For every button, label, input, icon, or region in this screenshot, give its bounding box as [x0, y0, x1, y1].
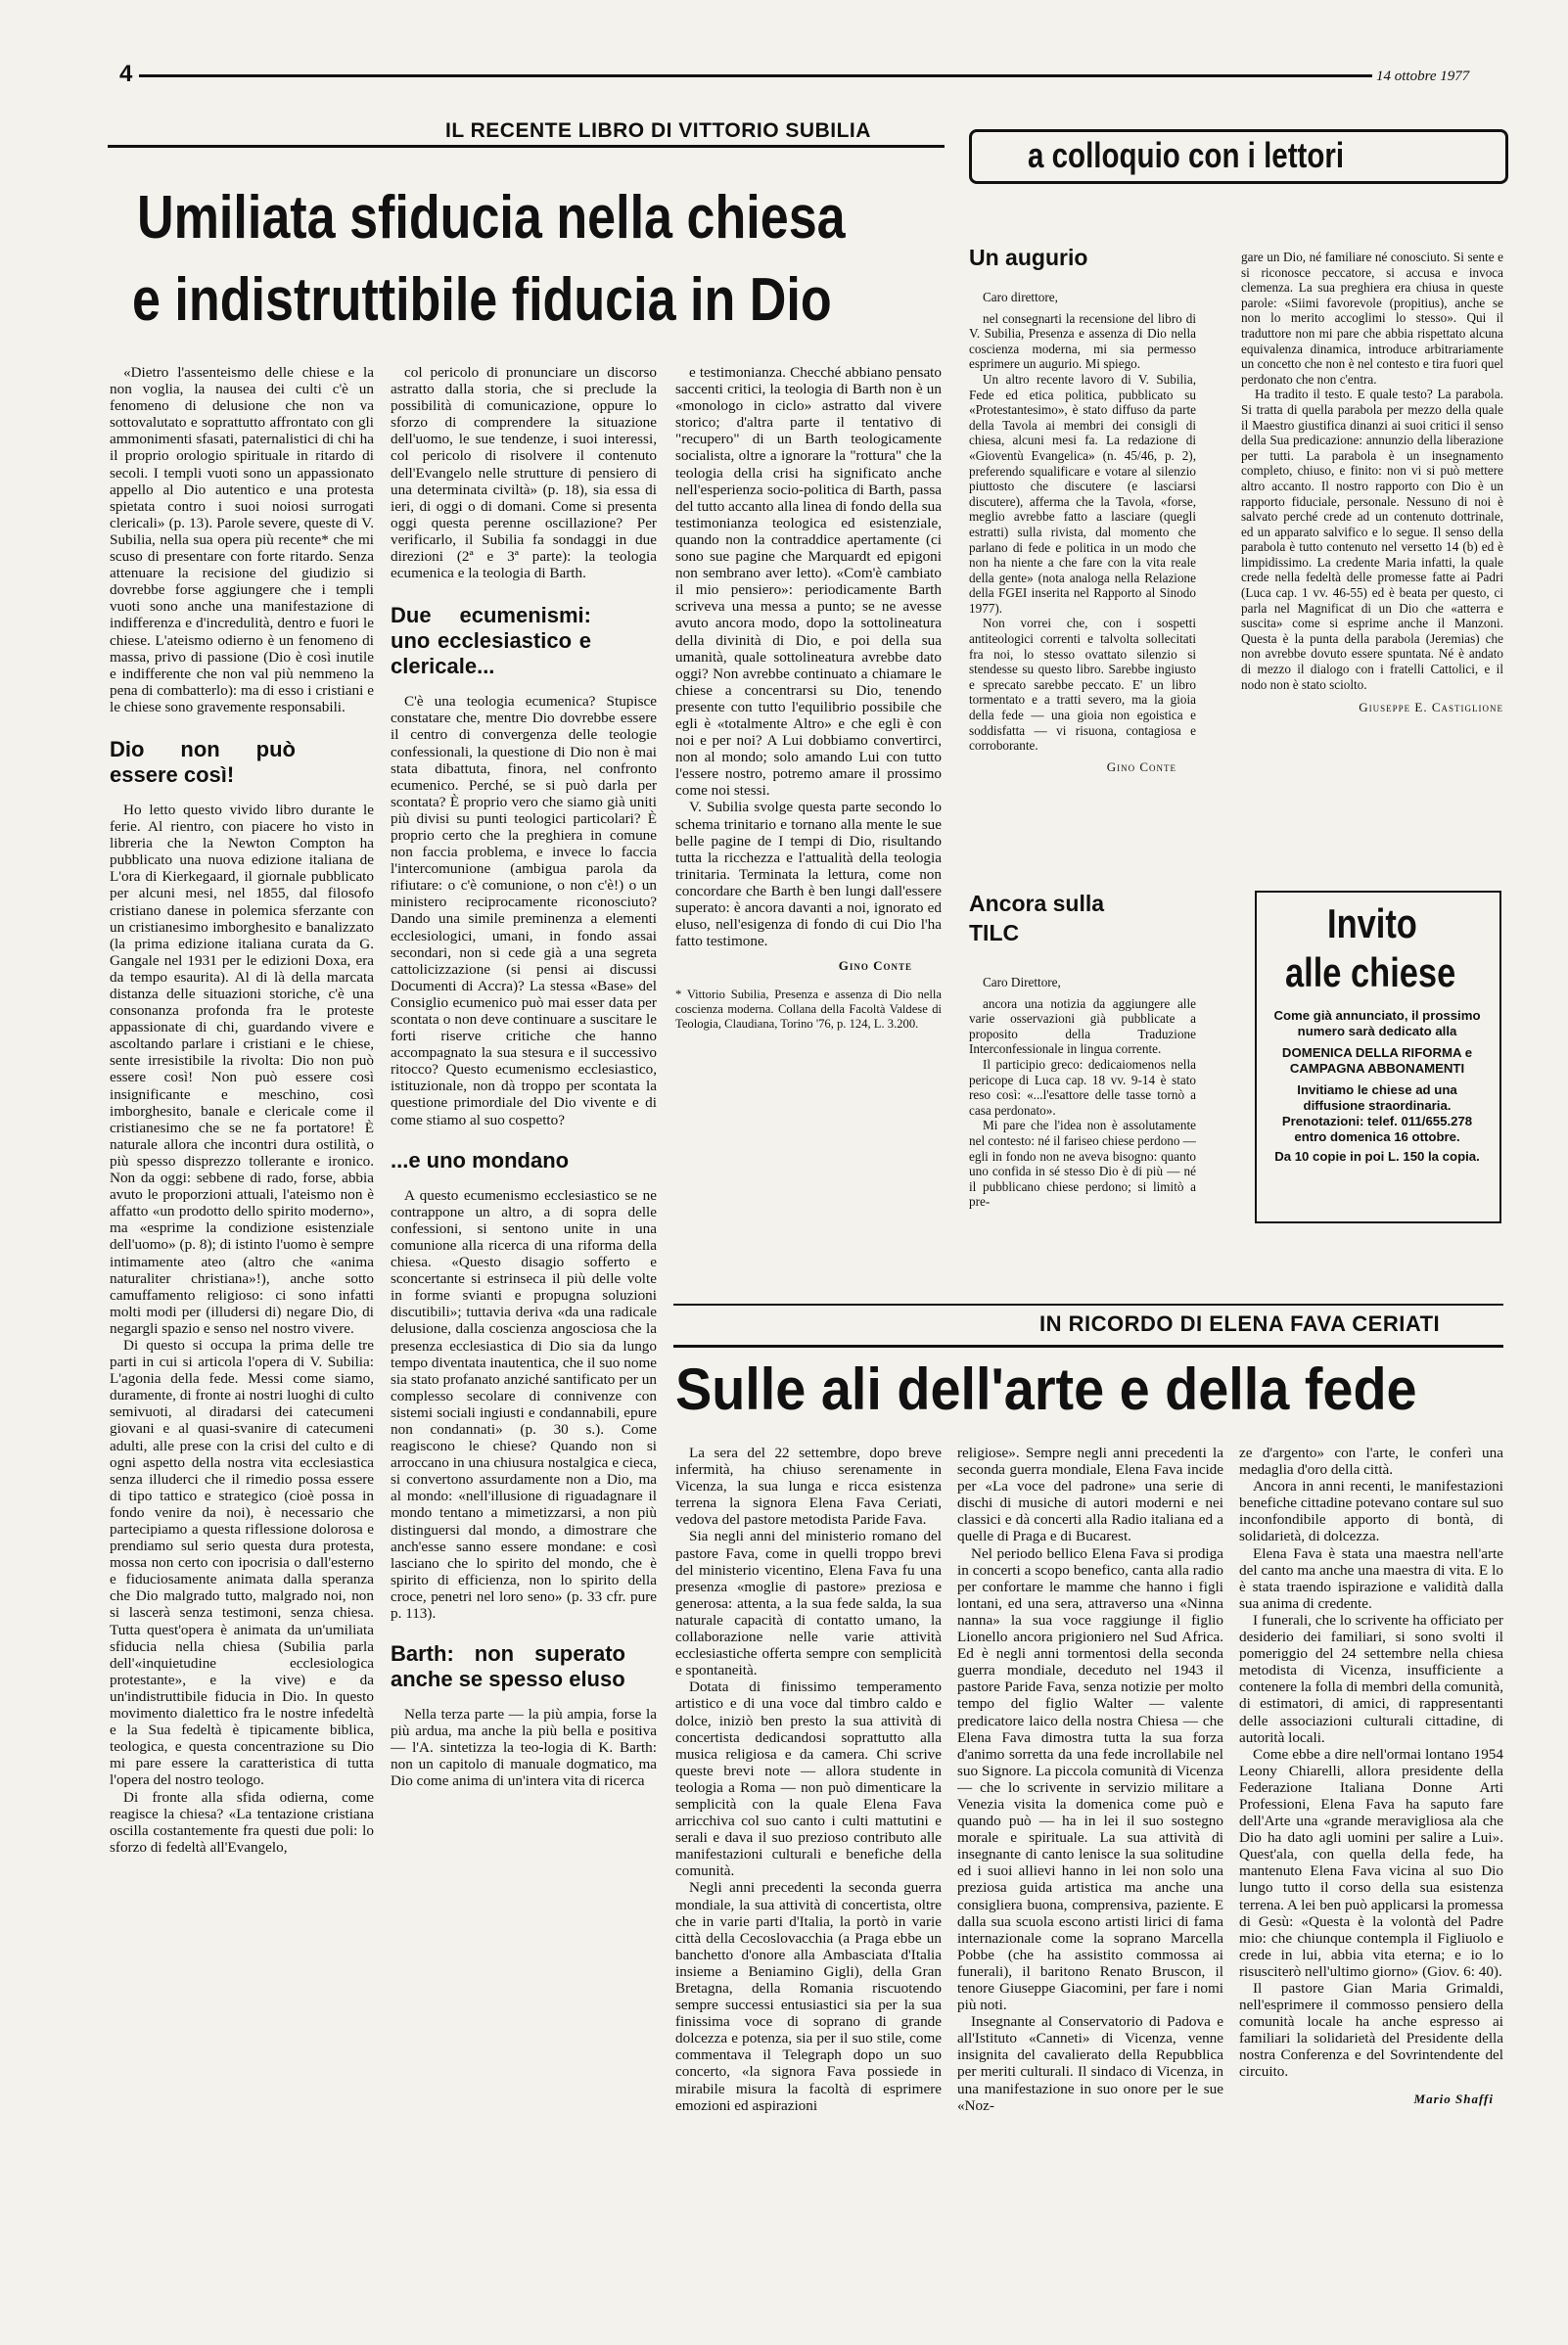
article2-paragraph: Insegnante al Conservatorio di Padova e all'Istituto «Canneti» di Vicenza, venne insignita del cavalierato della Repubblica per meriti culturali. Il sindaco di Vicenza, in una manifestazione in suo onore per le sue «Noz- — [957, 2013, 1223, 2114]
letter1-paragraph: Non vorrei che, con i sospetti antiteologici correnti e talvolta sollecitati fra noi, lo stesso ovattato silenzio si stendesse su questo libro. Sarebbe ingiusto e sprecato sarebbe peccato. E' un libro tormentato e a tratti severo, ma la gioia della fede — una gioia non egoistica e soddisfatta — vi risuona, contagiosa e corroborante. — [969, 616, 1196, 754]
letter1-title: Un augurio — [969, 245, 1088, 270]
article2-paragraph: Dotata di finissimo temperamento artistico e di una voce dal timbro caldo e dolce, iniziò ben presto la sua attività di concertista dedicandosi soprattutto alla musica religiosa e da camera. Chi scrive queste brevi note — allora studente in teologia a Roma — non può dimenticare la semplicità con la quale Elena Fava arricchiva col suo canto i culti mattutini e serali e dava il suo prezioso contributo alle manifestazioni culturali e benefiche della comunità. — [675, 1678, 942, 1880]
article2-column-2 — [957, 1445, 1223, 2267]
letter1-paragraph: nel consegnarti la recensione del libro di V. Subilia, Presenza e assenza di Dio nella coscienza moderna, mi sia permesso esprimere un augurio. Mi spiego. — [969, 310, 1196, 372]
article2-headline: Sulle ali dell'arte e della fede — [675, 1356, 1417, 1422]
invito-title-line1: Invito — [1327, 900, 1417, 946]
article1-subhead: Due ecumenismi: uno ecclesiastico e clericale... — [391, 603, 591, 679]
article1-headline-line2: e indistruttibile fiducia in Dio — [132, 266, 832, 334]
article1-column-1 — [110, 364, 374, 2145]
article2-paragraph: Nel periodo bellico Elena Fava si prodiga in concerti a scopo benefico, canta alla radio per confortare le mamme che hanno i figli lontani, ed una sera, attraverso una «Ninna nanna» la sua voce raggiunge il figlio Lionello ancora prigioniero nel Sud Africa. Ed è negli anni tormentosi della seconda guerra mondiale, deceduto nel 1943 il pastore Paride Fava, senza notizie per molto tempo del figlio Walter — valente predicatore laico della nostra Chiesa — che Elena Fava dimostra tutta la sua forza d'animo sorretta da una fede incrollabile nel suo Signore. La piccola comunità di Vicenza — che lo scrivente in servizio militare a Venezia visita la domenica come può e quando può — ha in lei il suo sostegno morale e spirituale. La sua attività di insegnante di canto lenisce la sua solitudine ed i suoi allievi hanno in lei non solo una preziosa guida artistica ma anche una consigliera buona, comprensiva, paziente. E dalla sua scuola escono artisti lirici di fama internazionale come la soprano Marcella Pobbe (che ha assistito commossa ai funerali), il baritono Renato Bruscon, il tenore Giuseppe Giacomini, per fare i nomi più noti. — [957, 1544, 1223, 2014]
article2-paragraph: ze d'argento» con l'arte, le conferì una medaglia d'oro della città. — [1239, 1445, 1503, 1479]
invito-line: Come già annunciato, il prossimo numero sarà dedicato alla — [1273, 1008, 1481, 1038]
letters-banner: a colloquio con i lettori — [1028, 135, 1345, 175]
article2-column-1 — [675, 1445, 942, 2267]
article2-paragraph: Ancora in anni recenti, le manifestazioni benefiche cittadine potevano contare sul suo inconfondibile apporto di bontà, di solidarietà, di dolcezza. — [1239, 1478, 1503, 1545]
invito-line: Da 10 copie in poi L. 150 la copia. — [1274, 1149, 1480, 1164]
letter2-signature: Giuseppe E. Castiglione — [1359, 700, 1503, 715]
article1-footnote: * Vittorio Subilia, Presenza e assenza di Dio nella coscienza moderna. Collana della Facoltà Valdese di Teologia, Claudiana, Torino '76, p. 124, L. 3.200. — [675, 988, 942, 1032]
article1-paragraph: «Dietro l'assenteismo delle chiese e la non voglia, la nausea dei culti c'è un fenomeno di delusione che non va sottovalutato e soprattutto affrontato con gli ammonimenti sfasati, paternalistici di chi ha il proprio orologio spirituale in ritardo di secoli. I templi vuoti sono un appassionato appello al Dio autentico e una protesta spietata contro i suoi noiosi surrogati clericali» (p. 13). Parole severe, queste di V. Subilia, nella sua opera più recente* che mi scuso di presentare con forte ritardo. Senza attenuare la recisione del giudizio si dovrebbe forse aggiungere che i templi vuoti sono anche una manifestazione di indifferenza e d'incredulità, dentro e fuori le chiese. L'ateismo odierno è un fenomeno di massa, privo di passione (Dio è così inutile e indifferente che non val più nemmeno la pena di combatterlo): ma di esso i cristiani e le chiese sono gravemente responsabili. — [110, 364, 374, 715]
article1-kicker: IL RECENTE LIBRO DI VITTORIO SUBILIA — [445, 119, 871, 142]
article1-paragraph: V. Subilia svolge questa parte secondo lo schema trinitario e tornano alla mente le sue belle pagine de I tempi di Dio, risultando tutta la ricchezza e l'attualità della teologia trinitaria. Terminata la lettura, come non concordare che Barth è ben lungi dall'essere superato: è ancora davanti a noi, ignorato ed eluso, nell'esigenza di fondo di cui Dio l'ha fatto testimone. — [675, 799, 942, 950]
invito-title-line2: alle chiese — [1285, 949, 1456, 995]
letter2-paragraph: Mi pare che l'idea non è assolutamente nel contesto: né il fariseo chiese perdono — egli in fondo non ne aveva bisogno: quanto uno confida in sé stesso Dio è di più — né il pubblicano chiese perdono; si limitò a pre- — [969, 1118, 1196, 1210]
invito-body — [1268, 1008, 1486, 1165]
article2-paragraph: Negli anni precedenti la seconda guerra mondiale, la sua attività di concertista, oltre che in varie parti d'Italia, la portò in varie città della Cecoslovacchia (a Praga ebbe un banchetto d'onore alla Ambasciata d'Italia insieme a Beniamino Gigli), della Gran Bretagna, della Romania riscuotendo sempre successi entusiastici sia per la sua finissima voce di soprano di grande dolcezza e potenza, sia per il suo stile, come commentava il Telegraph dopo un suo concerto, «la signora Fava possiede in mirabile misura la facoltà di esprimere emozioni ed aspirazioni — [675, 1879, 942, 2114]
article2-kicker: IN RICORDO DI ELENA FAVA CERIATI — [1039, 1311, 1441, 1336]
letter2-paragraph: Ha tradito il testo. E quale testo? La parabola. Si tratta di quella parabola per mezzo della quale il Maestro giustifica dinanzi ai suoi critici il senso della Sua predicazione: annunzio della liberazione per tutti. La parabola è un insegnamento completo, chiuso, e finito: non vi si può mettere altro accanto. Il nostro rapporto con Dio è un rapporto fiduciale, personale. Nessuno di noi è salvato perché crede ad un contenuto dottrinale, ed un apparato salvifico e lo segue. Il senso della parabola è tutto contenuto nel versetto 14 (b) ed è limpidissimo. La credente Maria infatti, la quale crede nella fedeltà delle promesse fatte ai Padri (Luca cap. 1 vv. 46-55) ed è beata per questo, ci parla nel Magnificat di un Dio che «atterra e suscita» come si esprime anche il Manzoni. Questa è la punta della parabola (Jeremias) che non avrebbe dovuto essere spuntata. Né è andato di mezzo il dialogo con i fratelli Cattolici, e il nodo non è stato sciolto. — [1241, 387, 1503, 692]
article2-top-rule — [673, 1304, 1503, 1306]
article1-author: Gino Conte — [838, 958, 912, 974]
header-rule — [139, 74, 1372, 77]
article1-paragraph: col pericolo di pronunciare un discorso astratto dalla storia, che si preclude la possibilità di comunicazione, oppure lo sforzo di comprendere la situazione dell'uomo, le sue tendenze, i suoi interessi, col pericolo di risolvere il contenuto dell'Evangelo nelle strutture di pensiero di una determinata civiltà» (p. 18), sia essa di ieri, di oggi o di domani. Come si presenta oggi questa perenne oscillazione? Per verificarlo, il Subilia fa sondaggi in due direzioni (2ª e 3ª parte): la teologia ecumenica e la teologia di Barth. — [391, 364, 657, 582]
letter2-paragraph: gare un Dio, né familiare né conosciuto. Si sente e si riconosce peccatore, si accusa e invoca clemenza. La sua preghiera era chiusa in queste parole: «Siimi favorevole (propitius), anche se non lo merito accoglimi lo stesso». Qui il traduttore non mi pare che abbia rispettato alcuna equivalenza dinamica, introduce arbitrariamente un concetto che non è nel contesto e tira fuori quel perdonato che non c'entra. — [1241, 250, 1503, 387]
article2-paragraph: I funerali, che lo scrivente ha officiato per desiderio dei familiari, si sono svolti il pomeriggio del 24 settembre nella chiesa metodista di Vicenza, insufficiente a contenere la folla di membri della comunità, di estimatori, di amici, di rappresentanti delle associazioni culturali cittadine, di autorità locali. — [1239, 1611, 1503, 1746]
invito-line: DOMENICA DELLA RIFORMA e CAMPAGNA ABBONAMENTI — [1281, 1045, 1473, 1076]
article2-kicker-rule — [673, 1345, 1503, 1348]
article1-paragraph: Di questo si occupa la prima delle tre parti in cui si articola l'opera di V. Subilia: L'agonia della fede. Messi come siamo, duramente, di fronte ai nostri luoghi di culto semivuoti, al diradarsi dei catecumeni giovani e al quasi-svanire di catecumeni adulti, alle prese con la crisi del culto e di ogni aspetto della nostra vita ecclesiastica senza illuderci che il rimedio possa essere di tipo tattico e strategico (cioè possa in fondo venire da noi), è necessario che partecipiamo a questa riflessione dolorosa e prendiamo sul serio questa dura protesta, mossa non certo con ipocrisia o dall'esterno e fiduciosamente animata dalla speranza che Dio malgrado tutto, malgrado noi, non si lascerà senza testimoni, senza chiesa. Tutta quest'opera è animata da un'umiliata sfiducia nella chiesa (Subilia parla dell'«inquietudine ecclesiologica protestante», e la vive) e da un'indistruttibile fiducia in Dio. In questo movimento dialettico fra le nostre infedeltà e la Sua fedeltà è tipicamente biblica, teologica, e questa concentrazione su Dio mi pare essere la caratteristica di tutta l'opera del nostro teologo. — [110, 1336, 374, 1789]
article1-paragraph: Di fronte alla sfida odierna, come reagisce la chiesa? «La tentazione cristiana oscilla costantemente fra questi due poli: lo sforzo di fedeltà all'Evangelo, — [110, 1788, 374, 1856]
article1-column-3 — [675, 364, 942, 1245]
article2-paragraph: Sia negli anni del ministerio romano del pastore Fava, come in quelli troppo brevi del ministerio vicentino, Elena Fava fu una presenza «moglie di pastore» preziosa e generosa: attenta, a la sua fede salda, la sua naturale capacità di contatto umano, la collaborazione nelle varie attività ecclesiastiche offerta sempre con semplicità e spontaneità. — [675, 1528, 942, 1679]
letter2-paragraph: Caro Direttore, — [983, 975, 1061, 989]
article1-column-2 — [391, 364, 657, 2145]
article1-paragraph: Nella terza parte — la più ampia, forse la più ardua, ma anche la più bella e positiva — l'A. sintetizza la teo-logia di K. Barth: non un capitolo di manuale dogmatico, ma Dio come anima di un'intera vita di ricerca — [391, 1706, 657, 1790]
letter2-title: Ancora sulla TILC — [969, 891, 1105, 945]
letter1-paragraph: Caro direttore, — [983, 290, 1058, 304]
article1-subhead: ...e uno mondano — [391, 1147, 570, 1172]
letter2-body-right — [1241, 250, 1503, 861]
letter1-paragraph: Un altro recente lavoro di V. Subilia, Fede ed etica politica, pubblicato su «Protestantesimo», è stato diffuso da parte della Tavola ai membri dei consigli di chiesa, alcuni mesi fa. La redazione di «Gioventù Evangelica» (n. 45/46, p. 2), preferendo squalificare e votare al silenzio piuttosto che discutere (e lasciarsi discutere), afferma che la Tavola, «forse, meglio avrebbe fatto a lasciare (quegli estratti) sulla rivista, dal momento che parlano di fede e politica in un modo che non ha niente a che fare con la vita reale della gente» (nota analoga nella Relazione della FGEI inserita nel Rapporto al Sinodo 1977). — [969, 371, 1196, 616]
article2-paragraph: Elena Fava è stata una maestra nell'arte del canto ma anche una maestra di vita. E lo è stata traendo ispirazione e validità dalla sua anima di credente. — [1239, 1544, 1503, 1612]
letter1-body — [969, 290, 1196, 848]
letter2-body-left — [969, 975, 1196, 1288]
article2-paragraph: religiose». Sempre negli anni precedenti la seconda guerra mondiale, Elena Fava incide per «La voce del padrone» una serie di dischi di musiche di autori moderni e nei classici e dà concerti alla Radio italiana ed a quelle di Praga e di Bucarest. — [957, 1445, 1223, 1545]
article1-paragraph: A questo ecumenismo ecclesiastico se ne contrappone un altro, a di sopra delle confessioni, si sentono unite in una comunione alla ricerca di una riforma della chiesa. «Questo disagio sofferto e sconcertante si estrinseca il più delle volte in forme svianti e propugna soluzioni discutibili»; tuttavia deriva «da una radicale delusione, dalla coscienza angosciosa che la presenza ecclesiastica di Dio sia da lungo tempo diventata inautentica, che il suo nome sia stato profanato anziché santificato per un complesso secolare di connivenze con sistemi sociali ingiusti e condannabili, epure non condannati» (p. 30 s.). Come reagiscono le chiese? Quando non si arroccano in una chiusura nostalgica e cieca, si convertono assurdamente non a Dio, ma al mondo: «nell'illusione di riguadagnare il mondo tentano a mimetizzarsi, a non più distinguersi dal mondo, a dimostrare che anch'esse sanno essere mondane: e così lasciano che lo spirito del mondo, che è spirito di efficienza, non lo spirito della croce, penetri nel loro seno» (p. 33 cfr. pure p. 113). — [391, 1186, 657, 1622]
page-number: 4 — [119, 61, 133, 87]
article1-paragraph: C'è una teologia ecumenica? Stupisce constatare che, mentre Dio dovrebbe essere il centro di convergenza delle teologie confessionali, la questione di Dio non è mai stata dibattuta, finora, nel confronto ecumenico. Perché, se si può darla per scontata? È proprio vero che siamo già uniti più divisi su punti teologici particolari? È proprio certo che la preghiera in comune non faccia problema, e invece lo faccia l'intercomunione (ambigua parola da rifiutare: o c'è comunione, o non c'è!) o un ministero reciprocamente riconosciuto? Dando una simile preminenza a elementi ecclesiologici, umani, in fondo assai secondari, non si cede già a una segreta cattolicizzazione (si pensi ai discussi Documenti di Accra)? La stessa «Base» del Consiglio ecumenico può mai esser data per scontata o non deve continuare a suscitare le forti riserve critiche che hanno accompagnato la sua stesura e il successivo ritocco? Questo ecumenismo ecclesiastico, istituzionale, non dà troppo per scontata la questione primordiale del Dio vivente e di come stiamo al suo cospetto? — [391, 693, 657, 1128]
article1-paragraph: e testimonianza. Checché abbiano pensato saccenti critici, la teologia di Barth non è un «monologo in ciclo» astratto dal vivere storico; d'altra parte il tentativo di "recupero" di un Barth teologicamente socialista, oltre a ignorare la "rottura" che la teologia della crisi ha significato anche nell'esperienza socio-politica di Barth, passa del tutto accanto alla linea di fondo della sua testimonianza teologica ed esistenziale, quando non la contraddice apertamente (ci sono sue pagine che Marquardt ed epigoni non sembrano aver letto). «Com'è cambiato il mio pensiero»: periodicamente Barth scriveva una messa a punto; se ne avesse avuto ancora modo, dopo la sottolineatura della divinità di Dio, e poi della sua umanità, quale sottolineatura avrebbe dato oggi? Non avrebbe continuato a chiamare le chiese a concentrarsi su Dio, tenendo presente con tutto l'equilibrio possibile che egli è «totalmente Altro» e che egli è con noi e per noi? A Lui dobbiamo convertirci, non al mondo; solo amando Lui con tutto l'essere nostro, potremo amare il prossimo come noi stessi. — [675, 364, 942, 800]
letter2-paragraph: Il participio greco: dedicaiomenos nella pericope di Luca cap. 18 vv. 9-14 è stato reso così: «...l'esattore delle tasse tornò a casa perdonato». — [969, 1056, 1196, 1118]
article2-paragraph: Il pastore Gian Maria Grimaldi, nell'esprimere il commosso pensiero della comunità locale ha anche espresso ai familiari la solidarietà del Presidente della nostra Conferenza e del Sovrintendente del circuito. — [1239, 1980, 1503, 2081]
article2-column-3 — [1239, 1445, 1503, 2296]
letter2-paragraph: ancora una notizia da aggiungere alle varie osservazioni già pubblicate a proposito della Traduzione Interconfessionale in lingua corrente. — [969, 995, 1196, 1057]
article1-paragraph: Ho letto questo vivido libro durante le ferie. Al rientro, con piacere ho visto in libreria che la Newton Compton ha pubblicato una nuova edizione italiana de L'ora di Kierkegaard, il giornale pubblicato per alcuni mesi, nel 1855, dal filosofo cristiano danese in polemica sferzante con un cristianesimo imborghesito e banalizzato (la prima edizione italiana curata da G. Gangale nel 1931 per le edizioni Doxa, era da tempo esaurita). Al di là della marcata distanza delle situazioni storiche, c'è una consonanza profonda fra le proteste appassionate di chi, guardando vivere e ascoltando parlare i cristiani e le chiese, sente irresistibile la rivolta: Dio non può essere così! Non può essere così insignificante e meschino, così imborghesito, banale e clericale come il cristianesimo che se ne fa portatore! È naturale allora che incontri dura ostilità, o più spesso disprezzo tollerante e ironico. Non da oggi: sebbene di rado, forse, abbia avuto le proporzioni attuali, l'ateismo non è affatto «un prodotto dello spirito moderno», ma «esprime la condizione esistenziale dell'uomo» (p. 8); di istinto l'uomo è sempre intimamente ateo (altro che «anima naturaliter christiana»!), anche sotto camuffamento religioso: ci sono infatti molti modi per (illudersi di) negare Dio, di negargli spazio e senso nel nostro vivere. — [110, 801, 374, 1337]
article2-paragraph: Come ebbe a dire nell'ormai lontano 1954 Leony Chiarelli, allora presidente della Federazione Italiana Donne Arti Professioni, Elena Fava ha saputo fare dell'Arte una «grande meravigliosa ala che Dio ha dato agli uomini per salire a Lui». Quest'ala, con quella della fede, ha mantenuto Elena Fava vicina al suo Dio lungo tutto il corso della sua esistenza terrena. A lei ben può applicarsi la promessa di Gesù: «Questa è la volontà del Padre mio: che chiunque contempla il Figliuolo e crede in lui, abbia vita eterna; e io lo risusciterò nell'ultimo giorno» (Giov. 6: 40). — [1239, 1745, 1503, 1980]
article1-headline-line1: Umiliata sfiducia nella chiesa — [137, 184, 846, 252]
invito-line: Invitiamo le chiese ad una diffusione straordinaria. Prenotazioni: telef. 011/655.278 entro domenica 16 ottobre. — [1281, 1082, 1473, 1144]
article1-subhead: Dio non può essere così! — [110, 736, 296, 787]
article1-subhead: Barth: non superato anche se spesso eluso — [391, 1641, 625, 1692]
article2-paragraph: La sera del 22 settembre, dopo breve infermità, ha chiuso serenamente in Vicenza, la sua lunga e ricca esistenza terrena la signora Elena Fava Ceriati, vedova del pastore metodista Paride Fava. — [675, 1445, 942, 1529]
article1-kicker-rule — [108, 145, 945, 148]
letter1-signature: Gino Conte — [1106, 759, 1176, 774]
article2-author: Mario Shaffi — [1413, 2091, 1494, 2106]
issue-date: 14 ottobre 1977 — [1376, 69, 1470, 84]
